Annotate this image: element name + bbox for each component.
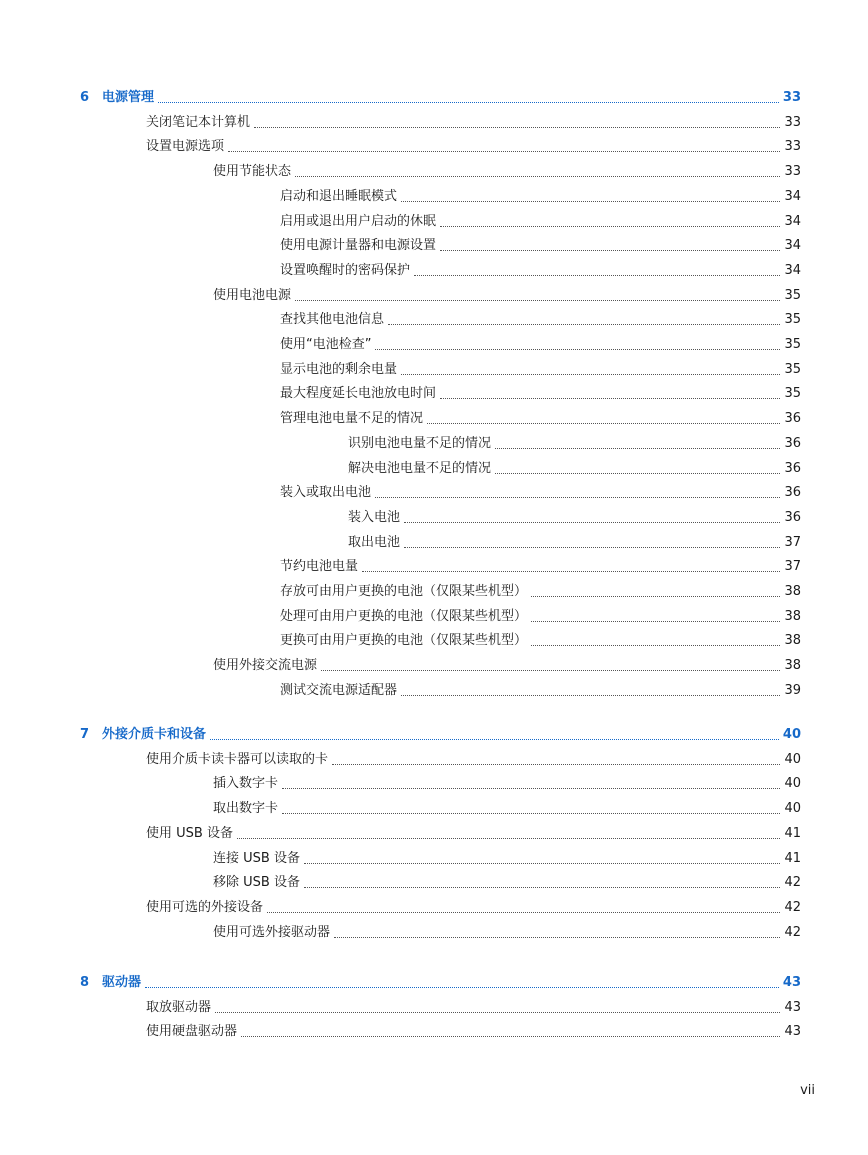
toc-entry[interactable] (0, 751, 801, 769)
toc-dot-leader (321, 657, 780, 675)
toc-entry-page-number: 40 (784, 751, 801, 767)
toc-dot-leader (404, 509, 780, 527)
toc-chapter-entry[interactable] (0, 974, 801, 992)
toc-entry-page-number: 43 (784, 1024, 801, 1040)
toc-dot-leader (427, 410, 780, 428)
toc-dot-leader (362, 558, 780, 576)
toc-dot-leader (145, 974, 779, 992)
toc-dot-leader (375, 484, 780, 502)
toc-dot-leader (531, 583, 780, 601)
toc-dot-leader (440, 385, 780, 403)
toc-entry-title: 启用或退出用户启动的休眠 (280, 213, 437, 229)
toc-entry[interactable] (0, 163, 801, 181)
toc-entry-page-number: 36 (784, 411, 801, 427)
toc-entry[interactable] (0, 410, 801, 428)
toc-dot-leader (414, 262, 780, 280)
toc-entry-title: 显示电池的剩余电量 (280, 361, 398, 377)
toc-entry-page-number: 42 (784, 899, 801, 915)
toc-entry-title: 识别电池电量不足的情况 (348, 435, 492, 451)
toc-entry[interactable] (0, 583, 801, 601)
toc-entry-page-number: 37 (784, 559, 801, 575)
toc-chapter-entry[interactable] (0, 726, 801, 744)
toc-entry-page-number: 39 (784, 682, 801, 698)
toc-entry[interactable] (0, 484, 801, 502)
toc-entry-page-number: 35 (784, 287, 801, 303)
toc-entry-title: 驱动器 (102, 975, 142, 990)
toc-entry[interactable] (0, 361, 801, 379)
toc-entry[interactable] (0, 775, 801, 793)
toc-entry-title: 取出数字卡 (213, 801, 279, 817)
toc-entry-page-number: 40 (782, 727, 801, 742)
toc-entry-title: 处理可由用户更换的电池（仅限某些机型） (280, 608, 528, 624)
toc-dot-leader (295, 287, 780, 305)
toc-dot-leader (267, 899, 780, 917)
toc-dot-leader (401, 361, 780, 379)
toc-entry-page-number: 37 (784, 534, 801, 550)
toc-entry-page-number: 33 (784, 139, 801, 155)
toc-entry-page-number: 43 (782, 975, 801, 990)
toc-entry-page-number: 36 (784, 485, 801, 501)
toc-entry[interactable] (0, 534, 801, 552)
toc-entry[interactable] (0, 138, 801, 156)
toc-entry-page-number: 35 (784, 386, 801, 402)
toc-dot-leader (237, 825, 781, 843)
toc-entry[interactable] (0, 825, 801, 843)
toc-dot-leader (495, 460, 780, 478)
toc-entry-page-number: 42 (784, 924, 801, 940)
toc-entry-page-number: 34 (784, 188, 801, 204)
toc-entry-page-number: 40 (784, 801, 801, 817)
toc-entry[interactable] (0, 509, 801, 527)
toc-dot-leader (228, 138, 780, 156)
toc-dot-leader (334, 924, 780, 942)
toc-dot-leader (304, 874, 781, 892)
toc-entry-title: 使用电池电源 (213, 287, 292, 303)
toc-dot-leader (375, 336, 780, 354)
toc-entry[interactable] (0, 632, 801, 650)
toc-entry-title: 使用电源计量器和电源设置 (280, 238, 437, 254)
toc-dot-leader (254, 114, 780, 132)
toc-dot-leader (332, 751, 780, 769)
toc-entry[interactable] (0, 311, 801, 329)
toc-entry-page-number: 36 (784, 460, 801, 476)
toc-entry-page-number: 43 (784, 999, 801, 1015)
toc-entry[interactable] (0, 874, 801, 892)
toc-entry-page-number: 38 (784, 584, 801, 599)
toc-chapter-entry[interactable] (0, 89, 801, 107)
toc-dot-leader (440, 237, 780, 255)
toc-dot-leader (241, 1023, 780, 1041)
toc-entry-page-number: 34 (784, 262, 801, 278)
toc-entry-title: 取出电池 (348, 534, 401, 550)
toc-entry-title: 装入电池 (348, 509, 401, 525)
toc-dot-leader (304, 850, 781, 868)
toc-chapter-number: 7 (80, 727, 90, 742)
toc-entry[interactable] (0, 213, 801, 231)
toc-entry-page-number: 34 (784, 238, 801, 254)
toc-dot-leader (531, 632, 780, 650)
toc-entry-title: 管理电池电量不足的情况 (280, 411, 424, 427)
toc-entry-page-number: 38 (784, 608, 801, 624)
toc-entry-title: 设置电源选项 (146, 139, 225, 155)
toc-dot-leader (440, 213, 780, 231)
toc-entry-title: 解决电池电量不足的情况 (348, 460, 492, 476)
toc-entry-title: 使用介质卡读卡器可以读取的卡 (146, 751, 329, 767)
toc-entry-title: 使用“电池检查” (280, 337, 372, 352)
toc-entry-page-number: 35 (784, 312, 801, 328)
toc-entry[interactable] (0, 336, 801, 354)
toc-entry[interactable] (0, 682, 801, 700)
toc-entry-title: 使用 USB 设备 (146, 825, 233, 841)
toc-entry-title: 使用可选外接驱动器 (213, 924, 331, 940)
toc-entry[interactable] (0, 287, 801, 305)
toc-entry-title: 移除 USB 设备 (213, 875, 300, 891)
toc-entry-title: 使用硬盘驱动器 (146, 1024, 238, 1040)
toc-entry[interactable] (0, 608, 801, 626)
toc-entry-title: 使用可选的外接设备 (146, 899, 264, 915)
toc-entry-page-number: 35 (784, 337, 801, 352)
toc-entry-page-number: 35 (784, 361, 801, 377)
toc-entry-title: 使用节能状态 (213, 164, 292, 180)
toc-dot-leader (401, 682, 780, 700)
toc-entry-title: 取放驱动器 (146, 999, 212, 1015)
toc-dot-leader (401, 188, 780, 206)
toc-entry-page-number: 36 (784, 435, 801, 451)
toc-entry-title: 查找其他电池信息 (280, 312, 385, 328)
toc-entry[interactable] (0, 188, 801, 206)
toc-dot-leader (210, 726, 779, 744)
toc-entry-page-number: 34 (784, 213, 801, 229)
toc-entry-page-number: 42 (784, 875, 801, 891)
toc-entry[interactable] (0, 385, 801, 403)
toc-entry-page-number: 38 (784, 658, 801, 674)
toc-entry-title: 更换可由用户更换的电池（仅限某些机型） (280, 633, 528, 649)
toc-entry-title: 设置唤醒时的密码保护 (280, 262, 411, 278)
toc-entry-page-number: 38 (784, 633, 801, 649)
toc-entry-title: 存放可由用户更换的电池（仅限某些机型） (280, 584, 528, 599)
toc-entry[interactable] (0, 262, 801, 280)
toc-entry-page-number: 41 (784, 850, 801, 866)
toc-dot-leader (158, 89, 779, 107)
toc-chapter-number: 6 (80, 90, 90, 105)
toc-dot-leader (404, 534, 780, 552)
toc-entry-title: 关闭笔记本计算机 (146, 114, 251, 130)
toc-dot-leader (282, 800, 780, 818)
toc-dot-leader (295, 163, 780, 181)
toc-entry-page-number: 41 (784, 825, 801, 841)
toc-entry-title: 插入数字卡 (213, 776, 279, 792)
toc-entry[interactable] (0, 237, 801, 255)
toc-entry[interactable] (0, 850, 801, 868)
toc-entry-page-number: 40 (784, 776, 801, 792)
toc-dot-leader (282, 775, 780, 793)
toc-dot-leader (388, 311, 780, 329)
toc-dot-leader (495, 435, 780, 453)
toc-entry-page-number: 36 (784, 509, 801, 525)
toc-entry[interactable] (0, 999, 801, 1017)
toc-entry[interactable] (0, 558, 801, 576)
toc-dot-leader (215, 999, 780, 1017)
footer-page-number: vii (800, 1083, 815, 1098)
toc-entry[interactable] (0, 435, 801, 453)
toc-entry-title: 节约电池电量 (280, 559, 359, 575)
toc-entry[interactable] (0, 114, 801, 132)
toc-entry-title: 连接 USB 设备 (213, 850, 300, 866)
toc-entry[interactable] (0, 1023, 801, 1041)
toc-entry-title: 最大程度延长电池放电时间 (280, 386, 437, 402)
toc-entry-title: 外接介质卡和设备 (102, 727, 207, 742)
toc-entry[interactable] (0, 800, 801, 818)
toc-entry-title: 使用外接交流电源 (213, 658, 318, 674)
toc-entry-page-number: 33 (784, 164, 801, 180)
toc-entry[interactable] (0, 899, 801, 917)
toc-dot-leader (531, 608, 780, 626)
toc-entry-title: 启动和退出睡眠模式 (280, 188, 398, 204)
toc-entry-title: 装入或取出电池 (280, 485, 372, 501)
toc-entry-page-number: 33 (782, 90, 801, 105)
toc-entry[interactable] (0, 460, 801, 478)
toc-entry[interactable] (0, 924, 801, 942)
toc-entry[interactable] (0, 657, 801, 675)
toc-entry-title: 电源管理 (102, 90, 155, 105)
toc-entry-title: 测试交流电源适配器 (280, 682, 398, 698)
toc-entry-page-number: 33 (784, 114, 801, 130)
toc-chapter-number: 8 (80, 975, 90, 990)
